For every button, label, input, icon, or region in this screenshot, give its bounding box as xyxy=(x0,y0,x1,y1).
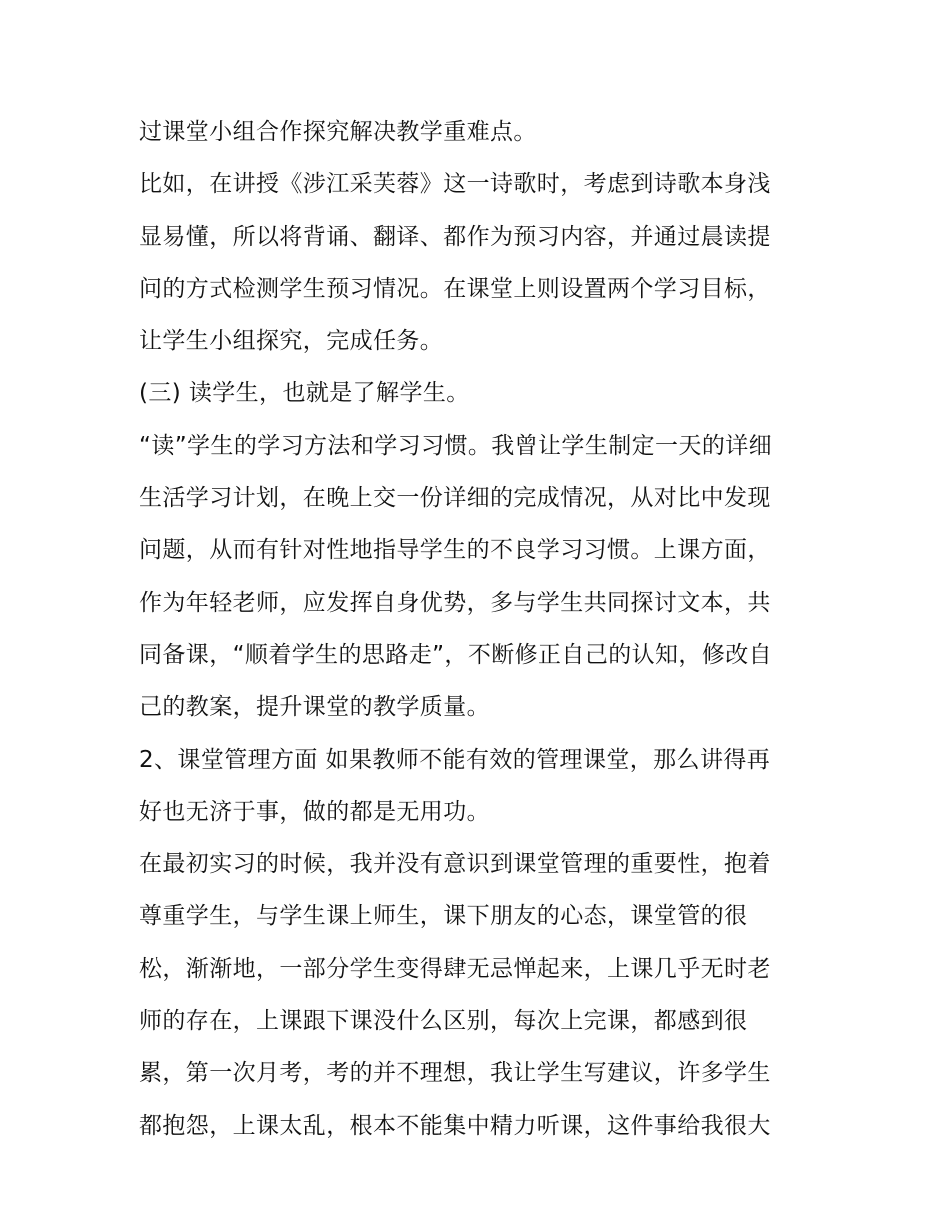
text-line: 尊重学生，与学生课上师生，课下朋友的心态，课堂管的很 xyxy=(139,903,748,930)
text-line: 在最初实习的时候，我并没有意识到课堂管理的重要性，抱着 xyxy=(139,851,771,878)
text-line: 同备课，“顺着学生的思路走”，不断修正自己的认知，修改自 xyxy=(139,641,773,668)
section-heading: (三) 读学生，也就是了解学生。 xyxy=(139,380,470,407)
text-line: 松，渐渐地，一部分学生变得肆无忌惮起来，上课几乎无时老 xyxy=(139,955,771,982)
body-text xyxy=(139,106,819,1152)
text-line: 好也无济于事，做的都是无用功。 xyxy=(139,798,490,825)
text-line: 显易懂，所以将背诵、翻译、都作为预习内容，并通过晨读提 xyxy=(139,223,771,250)
text-line: 生活学习计划，在晚上交一份详细的完成情况，从对比中发现 xyxy=(139,485,771,512)
text-line: 己的教案，提升课堂的教学质量。 xyxy=(139,694,490,721)
text-line: 比如，在讲授《涉江采芙蓉》这一诗歌时，考虑到诗歌本身浅 xyxy=(139,171,771,198)
text-line: 累，第一次月考，考的并不理想，我让学生写建议，许多学生 xyxy=(139,1060,771,1087)
text-line: 问的方式检测学生预习情况。在课堂上则设置两个学习目标， xyxy=(139,275,771,302)
text-line: 让学生小组探究，完成任务。 xyxy=(139,328,444,355)
text-line: 问题，从而有针对性地指导学生的不良学习习惯。上课方面， xyxy=(139,537,771,564)
text-line: 都抱怨，上课太乱，根本不能集中精力听课，这件事给我很大 xyxy=(139,1112,771,1139)
text-line: 过课堂小组合作探究解决教学重难点。 xyxy=(139,119,537,145)
text-line: 作为年轻老师，应发挥自身优势，多与学生共同探讨文本，共 xyxy=(139,589,771,616)
section-heading: 2、课堂管理方面 如果教师不能有效的管理课堂，那么讲得再 xyxy=(139,746,771,773)
text-line: “读”学生的学习方法和学习习惯。我曾让学生制定一天的详细 xyxy=(139,432,773,459)
text-line: 师的存在，上课跟下课没什么区别，每次上完课，都感到很 xyxy=(139,1008,748,1035)
